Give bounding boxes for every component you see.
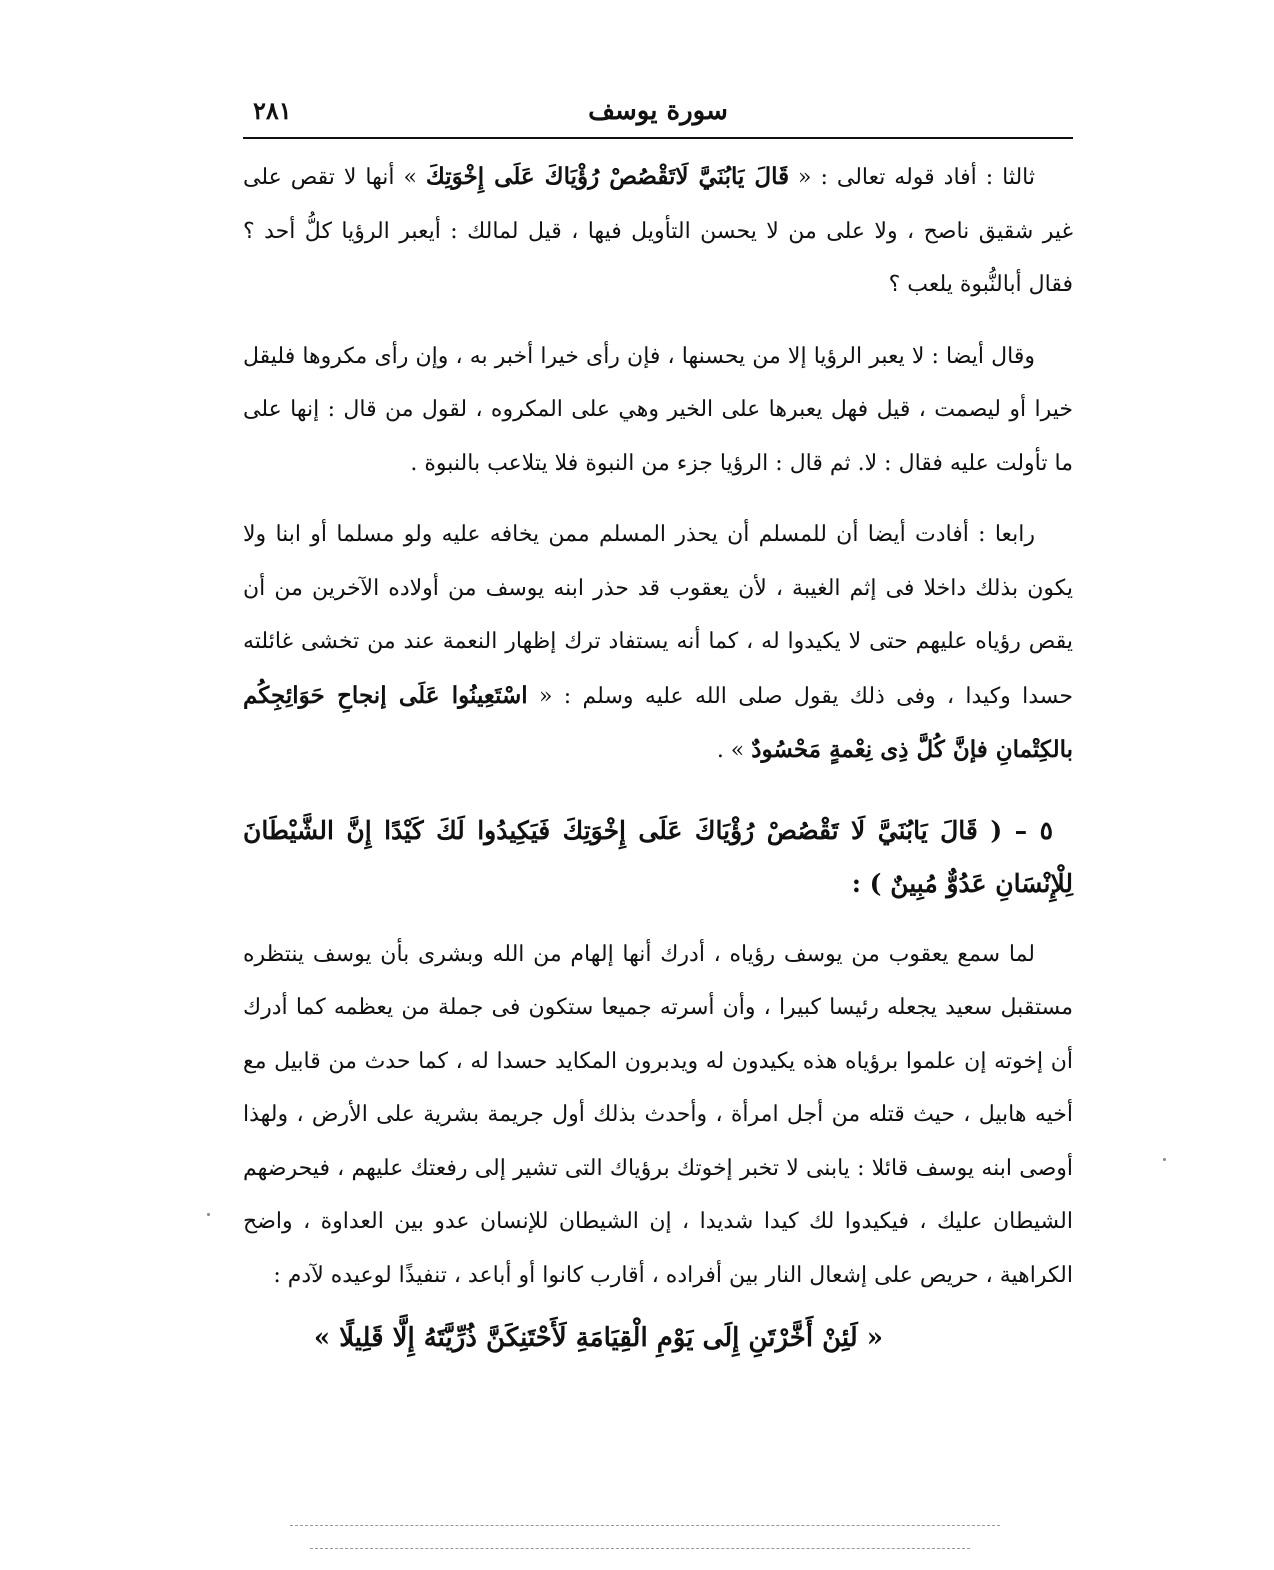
paragraph-text: » أنها لا تقص على غير شقيق ناصح ، ولا على من لا يحسن التأويل فيها ، قيل لمالك : أيعبر الرؤيا كلُّ أحد ؟ فقال أبالنُّبوة يلعب ؟	[243, 165, 1073, 297]
hadith-quote: اسْتَعِينُوا عَلَى إنجاحِ حَوَائِجِكُم بالكِتْمانِ فإنَّ كُلَّ ذِى نِعْمةٍ مَحْسُودٌ	[243, 681, 1073, 763]
page-header	[243, 92, 1073, 136]
page-body	[243, 150, 1073, 1368]
scan-speck	[1163, 1158, 1166, 1161]
scan-speck	[207, 1213, 210, 1216]
page-number: ٢٨١	[253, 96, 292, 125]
paragraph-thirdly	[243, 150, 1073, 312]
paragraph-intro: ثالثا : أفاد قوله تعالى : «	[798, 165, 1035, 190]
quran-quote: قَالَ يَابُنَيَّ لَاتَقْصُصْ رُؤْيَاكَ عَلَى إِخْوَتِكَ	[425, 163, 790, 190]
verse-five: ٥ – ( قَالَ يَابُنَيَّ لَا تَقْصُصْ رُؤْيَاكَ عَلَى إِخْوَتِكَ فَيَكِيدُوا لَكَ كَيْدًا إِنَّ الشَّيْطَانَ لِلْإِنْسَانِ عَدُوٌّ مُبِينٌ ) :	[243, 815, 1073, 898]
closing-verse: « لَئِنْ أَخَّرْتَنِ إِلَى يَوْمِ الْقِيَامَةِ لَأَحْتَنِكَنَّ ذُرِّيَّتَهُ إِلَّا قَلِيلًا »	[313, 1323, 883, 1353]
surah-title: سورة يوسف	[588, 96, 728, 126]
paragraph-end: » .	[716, 738, 745, 763]
paragraph-commentary: لما سمع يعقوب من يوسف رؤياه ، أدرك أنها إلهام من الله وبشرى بأن يوسف ينتظره مستقبل سعيد يجعله رئيسا كبيرا ، وأن أسرته جميعا ستكون فى جملة من يعظمه كما أدرك أن إخوته إن علموا برؤياه هذه يكيدون له ويدبرون المكايد حسدا له ، كما حدث من قابيل مع أخيه هابيل ، حيث قتله من أجل امرأة ، وأحدث بذلك أول جريمة بشرية على الأرض ، ولهذا أوصى ابنه يوسف قائلا : يابنى لا تخبر إخوتك برؤياك التى تشير إلى رفعتك عليهم ، فيحرضهم الشيطان عليك ، فيكيدوا لك كيدا شديدا ، إن الشيطان للإنسان عدو بين العداوة ، واضح الكراهية ، حريص على إشعال النار بين أفراده ، أقارب كانوا أو أباعد ، تنفيذًا لوعيده لآدم :	[243, 941, 1073, 1288]
paragraph-fourthly	[243, 508, 1073, 778]
bottom-scan-line	[290, 1525, 1000, 1526]
header-divider	[243, 137, 1073, 139]
paragraph-text: رابعا : أفادت أيضا أن للمسلم أن يحذر المسلم ممن يخافه عليه ولو مسلما أو ابنا ولا يكون بذلك داخلا فى إثم الغيبة ، لأن يعقوب قد حذر ابنه يوسف من أولاده الآخرين من أن يقص رؤياه عليهم حتى لا يكيدوا له ، كما أنه يستفاد ترك إظهار النعمة عند من تخشى غائلته حسدا وكيدا ، وفى ذلك يقول صلى الله عليه وسلم : «	[243, 522, 1074, 709]
bottom-scan-line	[310, 1548, 970, 1549]
paragraph-also: وقال أيضا : لا يعبر الرؤيا إلا من يحسنها ، فإن رأى خيرا أخبر به ، وإن رأى مكروها فليقل خيرا أو ليصمت ، قيل فهل يعبرها على الخير وهي على المكروه ، لقول من قال : إنها على ما تأولت عليه فقال : لا. ثم قال : الرؤيا جزء من النبوة فلا يتلاعب بالنبوة .	[243, 343, 1073, 476]
